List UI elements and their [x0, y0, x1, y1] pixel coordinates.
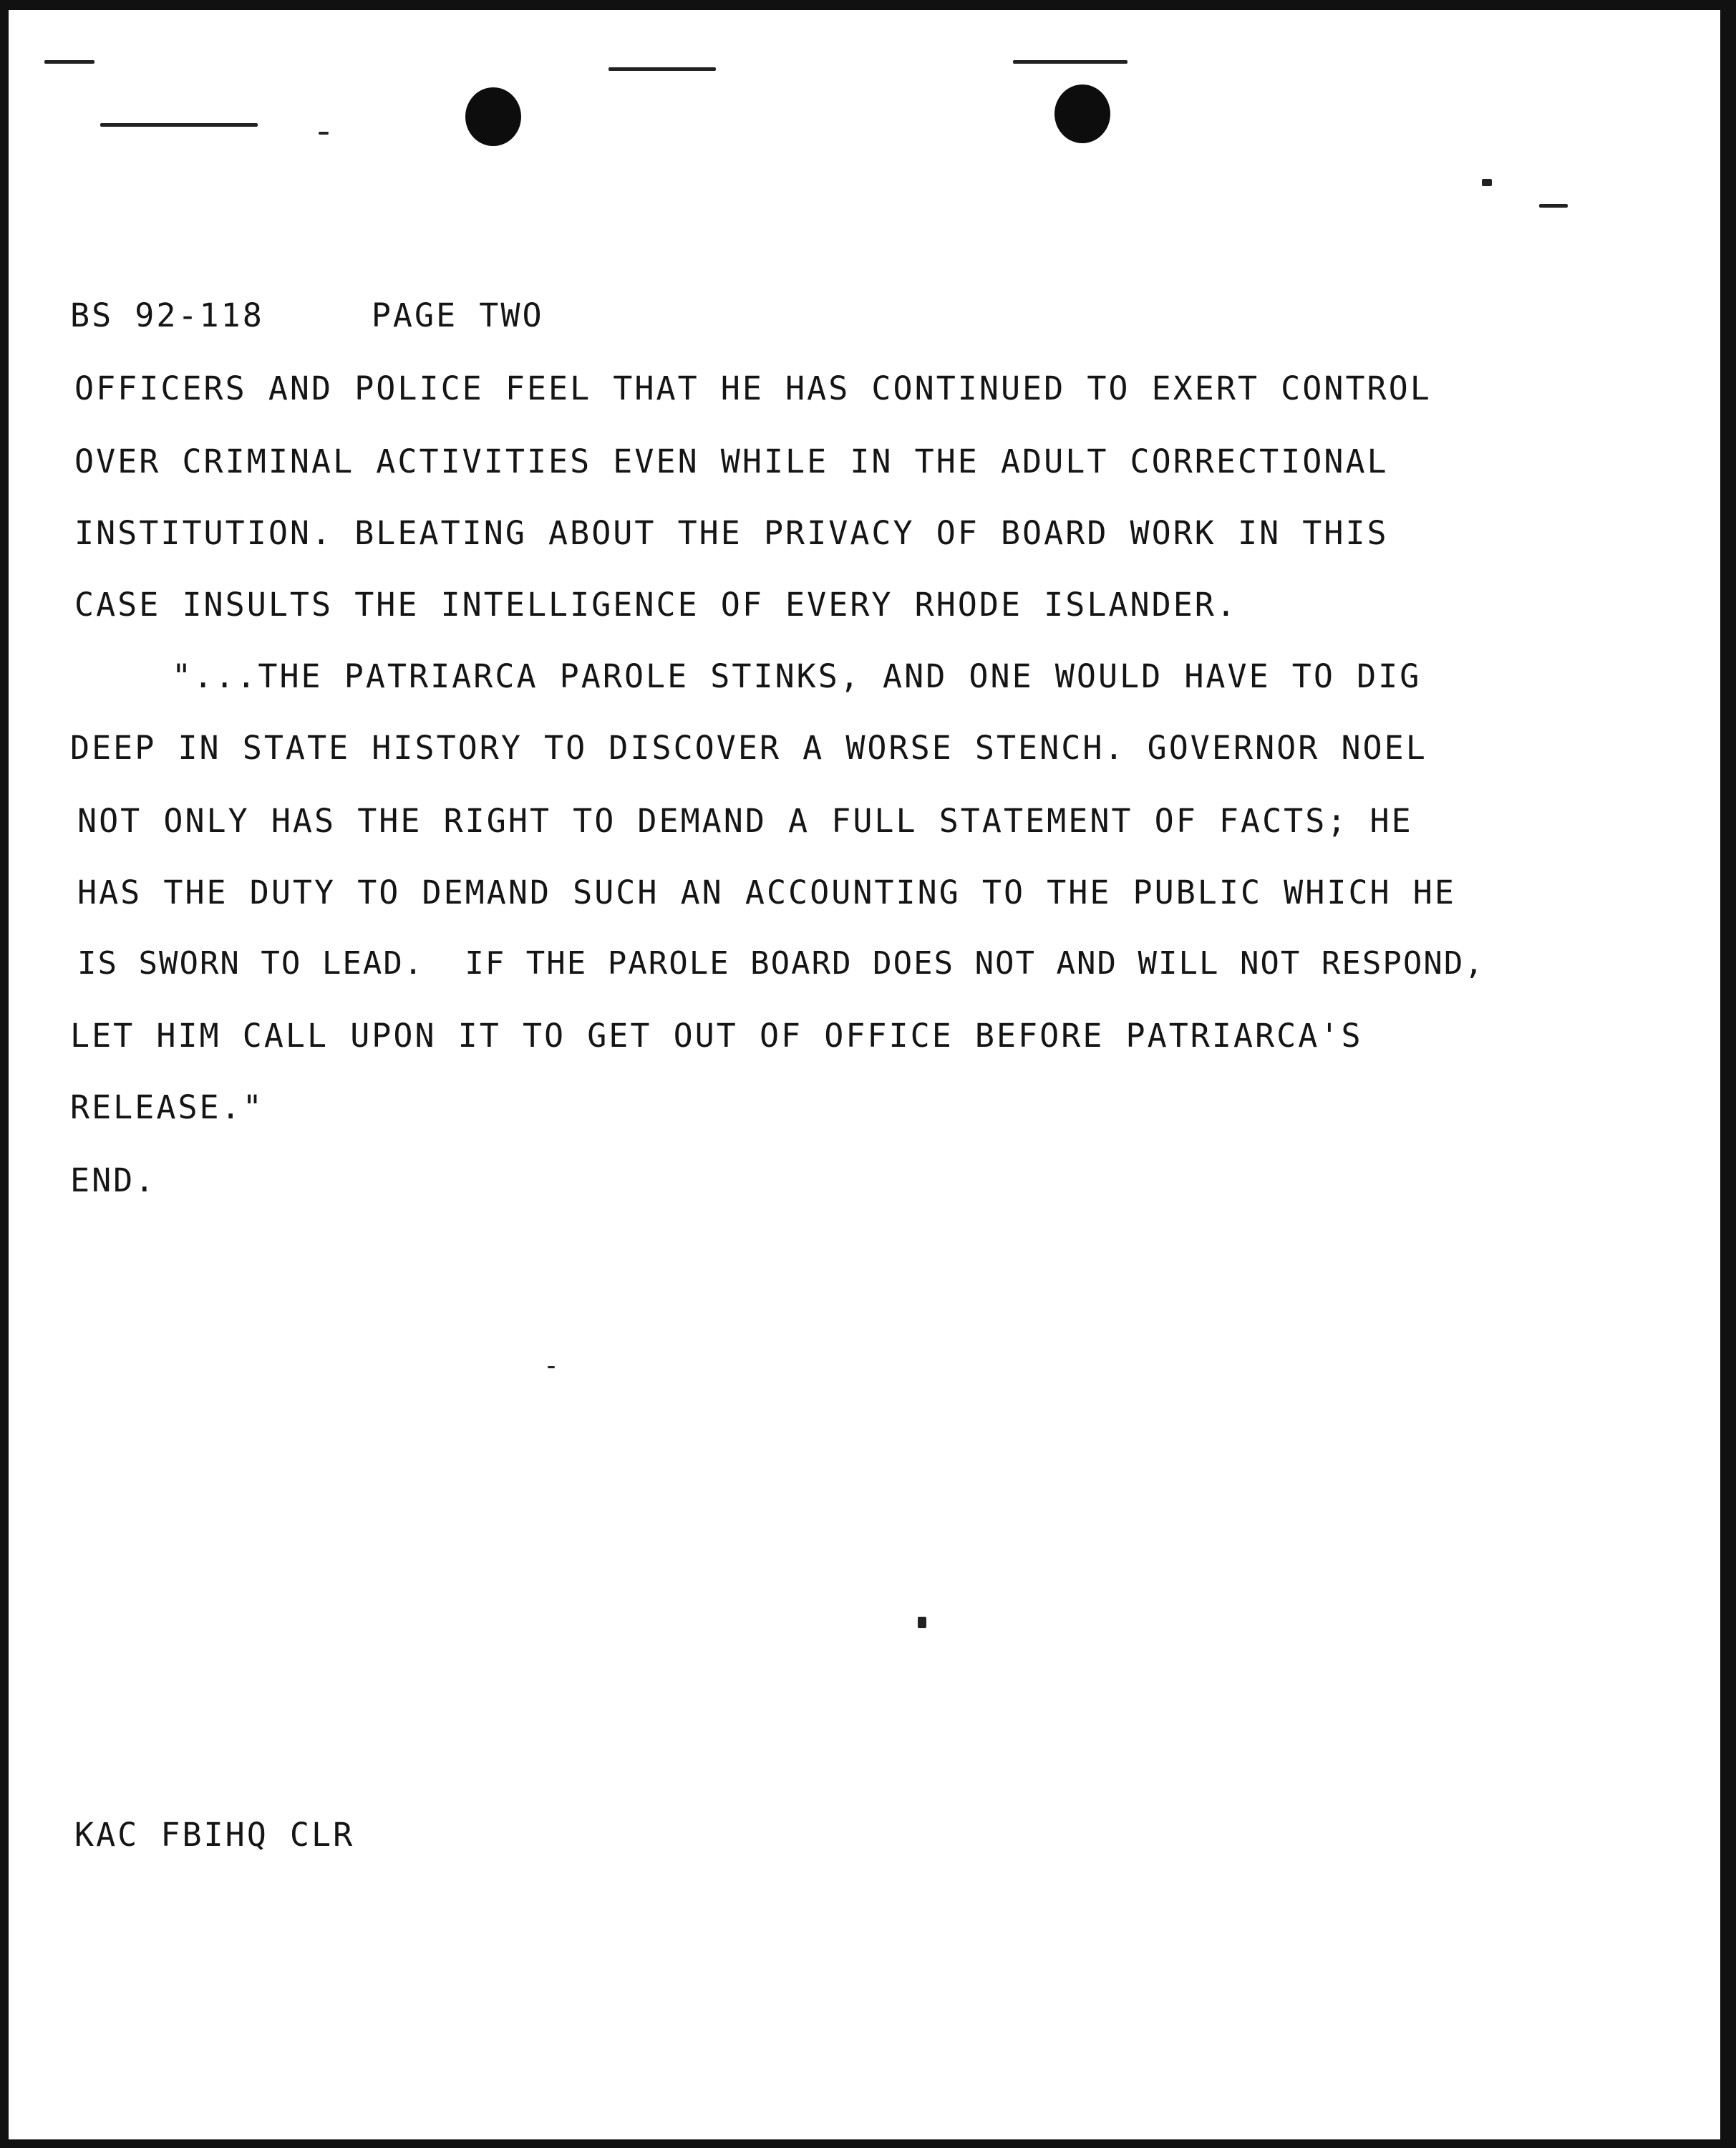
scan-speck [44, 60, 94, 64]
scan-speck [1539, 204, 1568, 208]
body-line: IS SWORN TO LEAD. IF THE PAROLE BOARD DOES NOT AND WILL NOT RESPOND, [77, 945, 1485, 982]
punch-hole [1054, 84, 1110, 143]
body-line: HAS THE DUTY TO DEMAND SUCH AN ACCOUNTING TO THE PUBLIC WHICH HE [77, 874, 1456, 911]
page-label: PAGE TWO [371, 296, 544, 334]
scan-border-left [0, 0, 9, 2148]
body-line: CASE INSULTS THE INTELLIGENCE OF EVERY RHODE ISLANDER. [74, 586, 1238, 624]
scan-speck [608, 67, 716, 71]
file-number: BS 92-118 [70, 296, 264, 334]
scan-speck [100, 123, 258, 127]
scan-speck [548, 1366, 555, 1368]
body-line: INSTITUTION. BLEATING ABOUT THE PRIVACY OF BOARD WORK IN THIS [74, 514, 1389, 552]
body-line: OVER CRIMINAL ACTIVITIES EVEN WHILE IN THE ADULT CORRECTIONAL [74, 442, 1389, 480]
scan-border-top [0, 0, 1736, 10]
scan-speck [918, 1617, 926, 1628]
scan-speck [1013, 60, 1128, 64]
scan-speck [319, 132, 329, 135]
body-line: RELEASE." [70, 1088, 264, 1126]
body-line: OFFICERS AND POLICE FEEL THAT HE HAS CONTINUED TO EXERT CONTROL [74, 369, 1432, 407]
body-line: DEEP IN STATE HISTORY TO DISCOVER A WORSE STENCH. GOVERNOR NOEL [70, 729, 1427, 767]
punch-hole [465, 87, 521, 146]
end-marker: END. [70, 1161, 157, 1199]
body-line: "...THE PATRIARCA PAROLE STINKS, AND ONE WOULD HAVE TO DIG [172, 657, 1422, 695]
body-line: NOT ONLY HAS THE RIGHT TO DEMAND A FULL STATEMENT OF FACTS; HE [77, 802, 1413, 840]
body-line: LET HIM CALL UPON IT TO GET OUT OF OFFICE BEFORE PATRIARCA'S [70, 1017, 1363, 1055]
document-header [70, 296, 544, 334]
scan-speck [1482, 179, 1492, 186]
transmission-footer: KAC FBIHQ CLR [74, 1816, 355, 1854]
scan-border-right [1720, 0, 1736, 2148]
scan-border-bottom [0, 2139, 1736, 2148]
